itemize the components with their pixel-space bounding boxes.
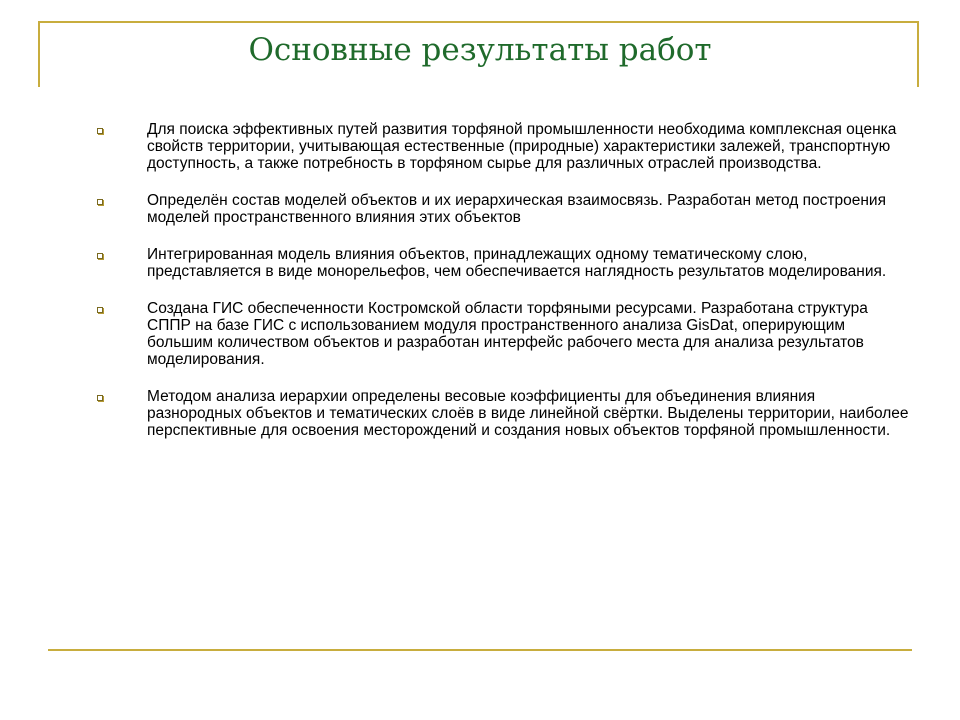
bullet-list [94, 121, 914, 459]
slide-title: Основные результаты работ [248, 32, 712, 68]
list-item [94, 192, 914, 226]
hollow-square-bullet-icon [97, 128, 103, 134]
hollow-square-bullet-icon [97, 307, 103, 313]
hollow-square-bullet-icon [97, 395, 103, 401]
frame-bottom-rule [48, 649, 912, 651]
list-item [94, 300, 914, 368]
hollow-square-bullet-icon [97, 253, 103, 259]
list-item [94, 121, 914, 172]
hollow-square-bullet-icon [97, 199, 103, 205]
frame-top-rule [38, 21, 919, 23]
list-item [94, 246, 914, 280]
bullet-text: Определён состав моделей объектов и их иерархическая взаимосвязь. Разработан метод построения моделей пространственного влияния этих объектов [147, 192, 886, 226]
bullet-text: Методом анализа иерархии определены весовые коэффициенты для объединения влияния разнородных объектов и тематических слоёв в виде линейной свёртки. Выделены территории, наиболее перспективные для освоения месторождений и создания новых объектов торфяной промышленности. [147, 388, 909, 439]
list-item [94, 388, 914, 439]
bullet-text: Создана ГИС обеспеченности Костромской области торфяными ресурсами. Разработана структура СППР на базе ГИС с использованием модуля пространственного анализа GisDat, оперирующим большим количеством объектов и разработан интерфейс рабочего места для анализа результатов моделирования. [147, 300, 868, 368]
bullet-text: Интегрированная модель влияния объектов, принадлежащих одному тематическому слою, представляется в виде монорельефов, чем обеспечивается наглядность результатов моделирования. [147, 246, 887, 280]
bullet-text: Для поиска эффективных путей развития торфяной промышленности необходима комплексная оценка свойств территории, учитывающая естественные (природные) характеристики залежей, транспортную доступность, а также потребность в торфяном сырье для различных отраслей производства. [147, 121, 897, 172]
